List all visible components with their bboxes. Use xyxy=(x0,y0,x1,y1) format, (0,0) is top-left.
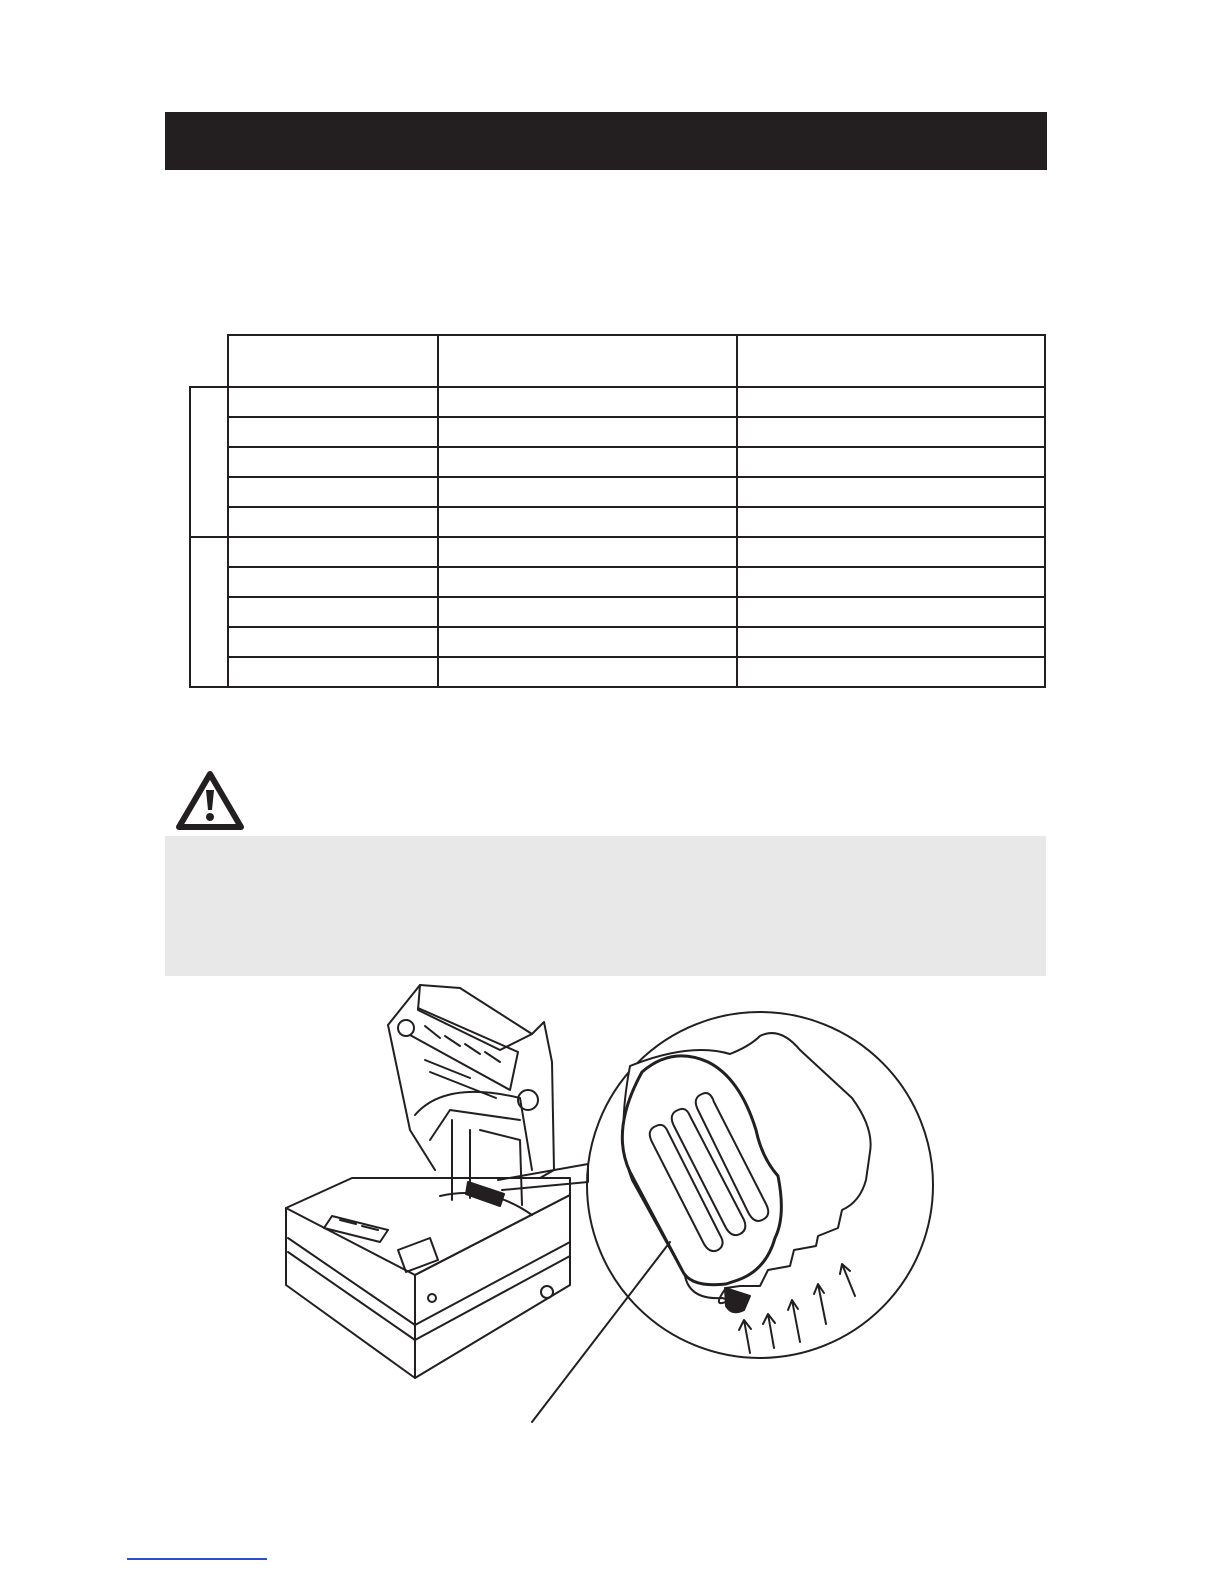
group-label xyxy=(190,387,228,537)
table-cell xyxy=(228,657,438,687)
table-row xyxy=(190,537,1045,567)
table-cell xyxy=(737,507,1045,537)
table-row xyxy=(190,507,1045,537)
column-header xyxy=(228,335,438,387)
table-cell xyxy=(228,537,438,567)
table-cell xyxy=(438,447,737,477)
printer-illustration xyxy=(270,980,970,1425)
table-cell xyxy=(228,477,438,507)
table-row xyxy=(190,567,1045,597)
table-row xyxy=(190,627,1045,657)
table-cell xyxy=(737,447,1045,477)
section-header-bar xyxy=(165,112,1047,170)
table-cell xyxy=(737,417,1045,447)
table-row xyxy=(190,447,1045,477)
table-cell xyxy=(438,567,737,597)
caution-box xyxy=(165,836,1046,976)
table-cell xyxy=(737,597,1045,627)
table-cell xyxy=(438,387,737,417)
leader-line xyxy=(532,1242,670,1422)
table-cell xyxy=(438,597,737,627)
table-cell xyxy=(438,417,737,447)
table-cell xyxy=(438,477,737,507)
paper-guide-detail-circle xyxy=(587,1012,933,1358)
table-cell xyxy=(737,657,1045,687)
group-label xyxy=(190,537,228,687)
table-row xyxy=(190,657,1045,687)
table-cell xyxy=(737,537,1045,567)
printer-body xyxy=(286,1178,570,1378)
table-cell xyxy=(438,657,737,687)
table-cell xyxy=(737,627,1045,657)
table-row xyxy=(190,417,1045,447)
column-header xyxy=(438,335,737,387)
table-cell xyxy=(737,387,1045,417)
table-cell xyxy=(737,477,1045,507)
table-cell xyxy=(438,537,737,567)
warning-triangle-icon xyxy=(175,770,245,832)
table-cell xyxy=(228,567,438,597)
table-cell xyxy=(228,597,438,627)
table-row xyxy=(190,387,1045,417)
table-cell xyxy=(737,567,1045,597)
table-header-row xyxy=(190,335,1045,387)
spec-table xyxy=(189,334,1046,688)
table-row xyxy=(190,597,1045,627)
column-header xyxy=(737,335,1045,387)
table-cell xyxy=(228,627,438,657)
footer-link-underline[interactable] xyxy=(127,1558,267,1560)
table-cell xyxy=(228,387,438,417)
table-row xyxy=(190,477,1045,507)
table-cell xyxy=(228,447,438,477)
table-cell xyxy=(228,417,438,447)
table-cell xyxy=(438,627,737,657)
table-cell xyxy=(228,507,438,537)
table-cell xyxy=(438,507,737,537)
